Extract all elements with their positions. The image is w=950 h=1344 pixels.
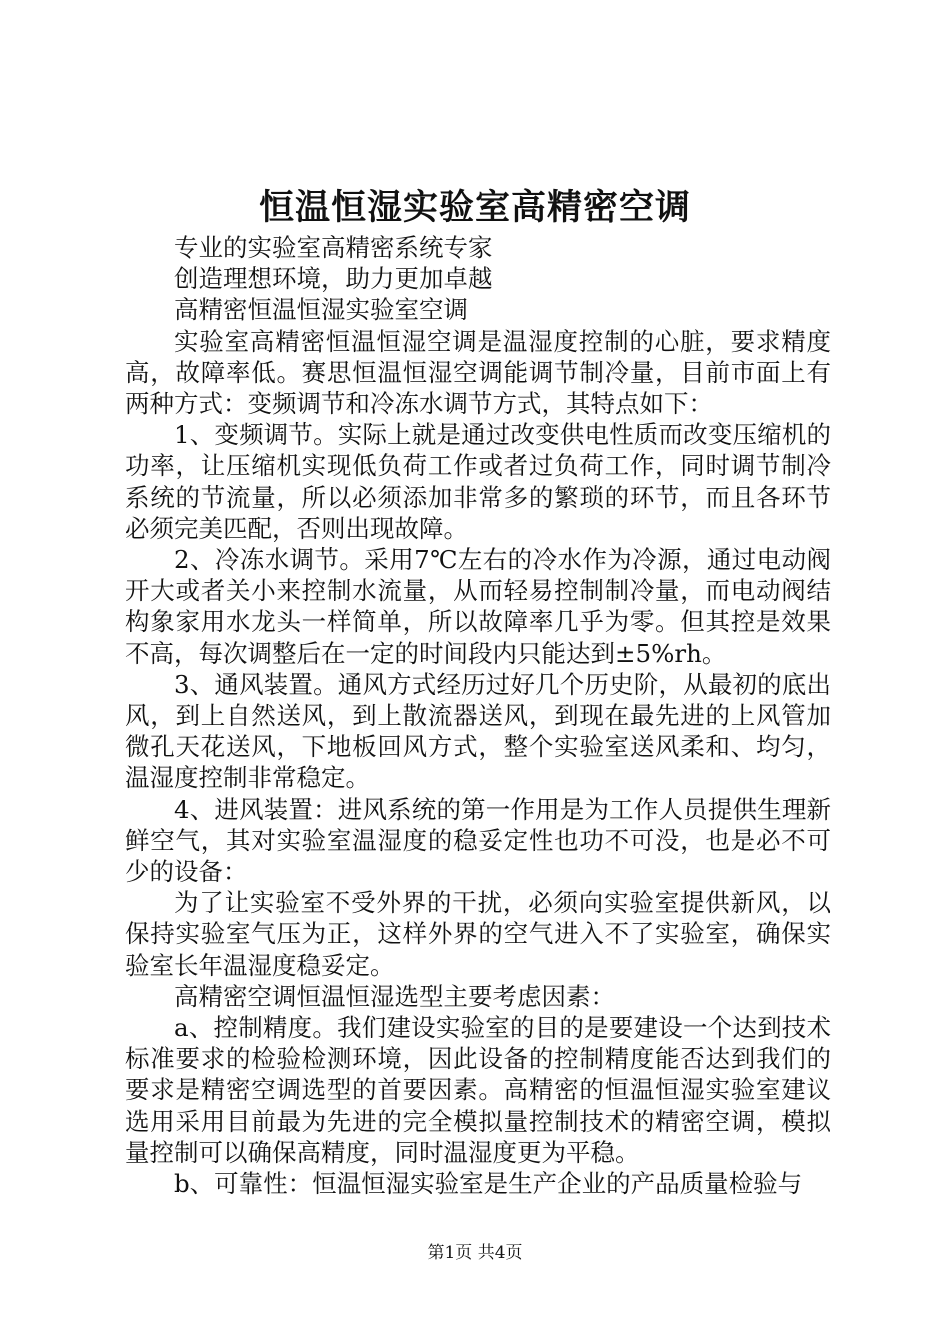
page-footer: 第1页 共4页 xyxy=(427,1243,523,1263)
paragraph: a、控制精度。我们建设实验室的目的是要建设一个达到技术标准要求的检验检测环境，因此设备的控制精度能否达到我们的要求是精密空调选型的首要因素。高精密的恒温恒湿实验室建议选用采用目前最为先进的完全模拟量控制技术的精密空调，模拟量控制可以确保高精度，同时温湿度更为平稳。 xyxy=(125,1013,831,1167)
paragraph: 3、通风装置。通风方式经历过好几个历史阶，从最初的底出风，到上自然送风，到上散流器送风，到现在最先进的上风管加微孔天花送风，下地板回风方式，整个实验室送风柔和、均匀，温湿度控制非常稳定。 xyxy=(125,669,831,793)
paragraph: 创造理想环境，助力更加卓越 xyxy=(174,264,493,294)
paragraph: 高精密恒温恒湿实验室空调 xyxy=(174,295,468,325)
paragraph: b、可靠性：恒温恒湿实验室是生产企业的产品质量检验与 xyxy=(174,1169,803,1199)
document-body xyxy=(125,232,831,1199)
paragraph: 4、进风装置：进风系统的第一作用是为工作人员提供生理新鲜空气，其对实验室温湿度的稳妥定性也功不可没，也是必不可少的设备： xyxy=(125,794,831,887)
document-title: 恒温恒湿实验室高精密空调 xyxy=(258,187,691,228)
paragraph: 2、冷冻水调节。采用7℃左右的冷水作为冷源，通过电动阀开大或者关小来控制水流量，从而轻易控制制冷量，而电动阀结构象家用水龙头一样简单，所以故障率几乎为零。但其控是效果不高，每次调整后在一定的时间段内只能达到±5%rh。 xyxy=(125,545,831,668)
paragraph: 专业的实验室高精密系统专家 xyxy=(174,233,493,262)
paragraph: 高精密空调恒温恒湿选型主要考虑因素： xyxy=(174,981,615,1011)
paragraph: 实验室高精密恒温恒湿空调是温湿度控制的心脏，要求精度高，故障率低。赛思恒温恒湿空调能调节制冷量，目前市面上有两种方式：变频调节和冷冻水调节方式，其特点如下： xyxy=(125,326,831,419)
paragraph: 1、变频调节。实际上就是通过改变供电性质而改变压缩机的功率，让压缩机实现低负荷工作或者过负荷工作，同时调节制冷系统的节流量，所以必须添加非常多的繁琐的环节，而且各环节必须完美匹配，否则出现故障。 xyxy=(125,420,831,543)
paragraph: 为了让实验室不受外界的干扰，必须向实验室提供新风，以保持实验室气压为正，这样外界的空气进入不了实验室，确保实验室长年温湿度稳妥定。 xyxy=(125,888,831,980)
